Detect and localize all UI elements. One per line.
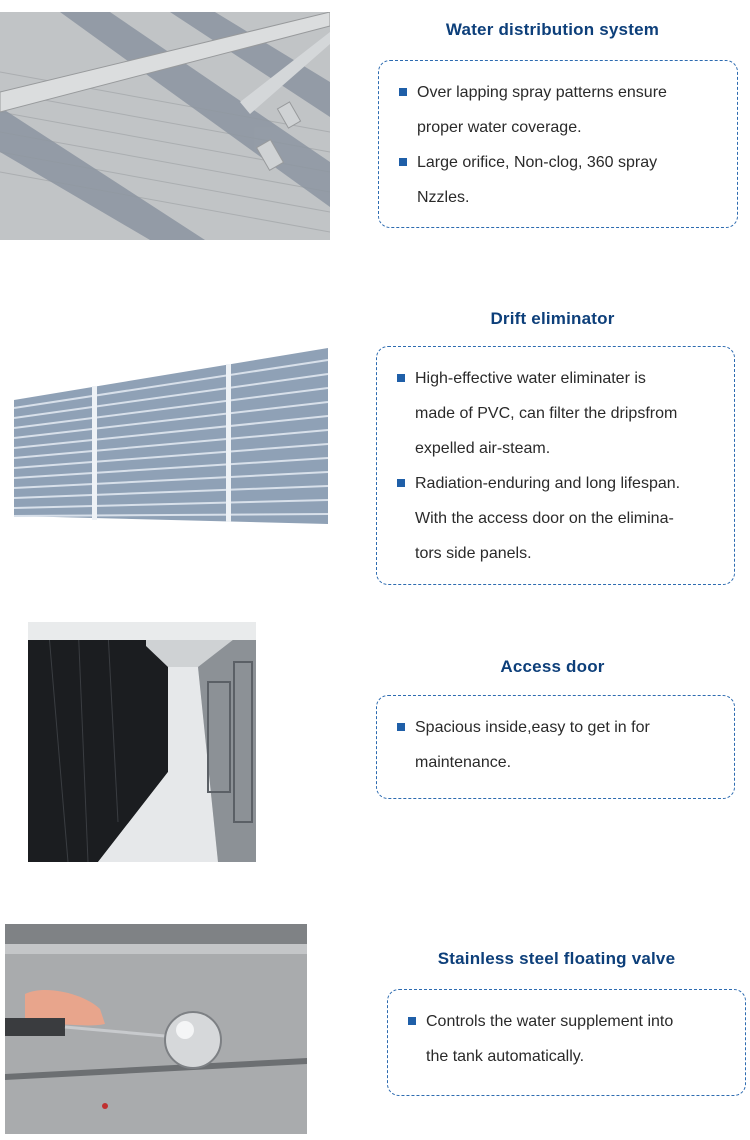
feature-card <box>387 989 746 1096</box>
bullet-text: Controls the water supplement into the tank automatically. <box>426 1013 674 1065</box>
bullet-item <box>397 361 720 466</box>
bullet-item <box>397 710 720 780</box>
corridor-illustration <box>28 622 256 862</box>
square-bullet-icon <box>399 158 407 166</box>
bullet-text: Large orifice, Non-clog, 360 spray Nzzles. <box>417 154 658 206</box>
bullet-text: Spacious inside,easy to get in for maintenance. <box>415 719 650 771</box>
drift-eliminator-photo <box>10 340 332 530</box>
water-distribution-photo <box>0 12 330 240</box>
floating-valve-photo <box>5 924 307 1134</box>
bullet-item <box>399 75 723 145</box>
access-door-photo <box>28 622 256 862</box>
section-title: Drift eliminator <box>490 309 615 328</box>
feature-card <box>378 60 738 228</box>
bullet-item <box>397 466 720 571</box>
square-bullet-icon <box>397 479 405 487</box>
section-title: Water distribution system <box>445 20 660 39</box>
bullet-item <box>399 145 723 215</box>
spray-pipes-illustration <box>0 12 330 240</box>
feature-card <box>376 346 735 585</box>
eliminator-panel-illustration <box>10 340 332 530</box>
bullet-text: Radiation-enduring and long lifespan. With the access door on the elimina- tors side panels. <box>415 475 681 562</box>
square-bullet-icon <box>397 723 405 731</box>
section-title: Access door <box>500 657 605 676</box>
bullet-item <box>408 1004 731 1074</box>
square-bullet-icon <box>399 88 407 96</box>
section-title: Stainless steel floating valve <box>437 949 676 968</box>
bullet-text: High-effective water eliminater is made of PVC, can filter the dripsfrom expelled air-steam. <box>415 370 678 457</box>
square-bullet-icon <box>408 1017 416 1025</box>
float-ball-illustration <box>5 924 307 1134</box>
feature-card <box>376 695 735 799</box>
bullet-text: Over lapping spray patterns ensure proper water coverage. <box>417 84 667 136</box>
square-bullet-icon <box>397 374 405 382</box>
